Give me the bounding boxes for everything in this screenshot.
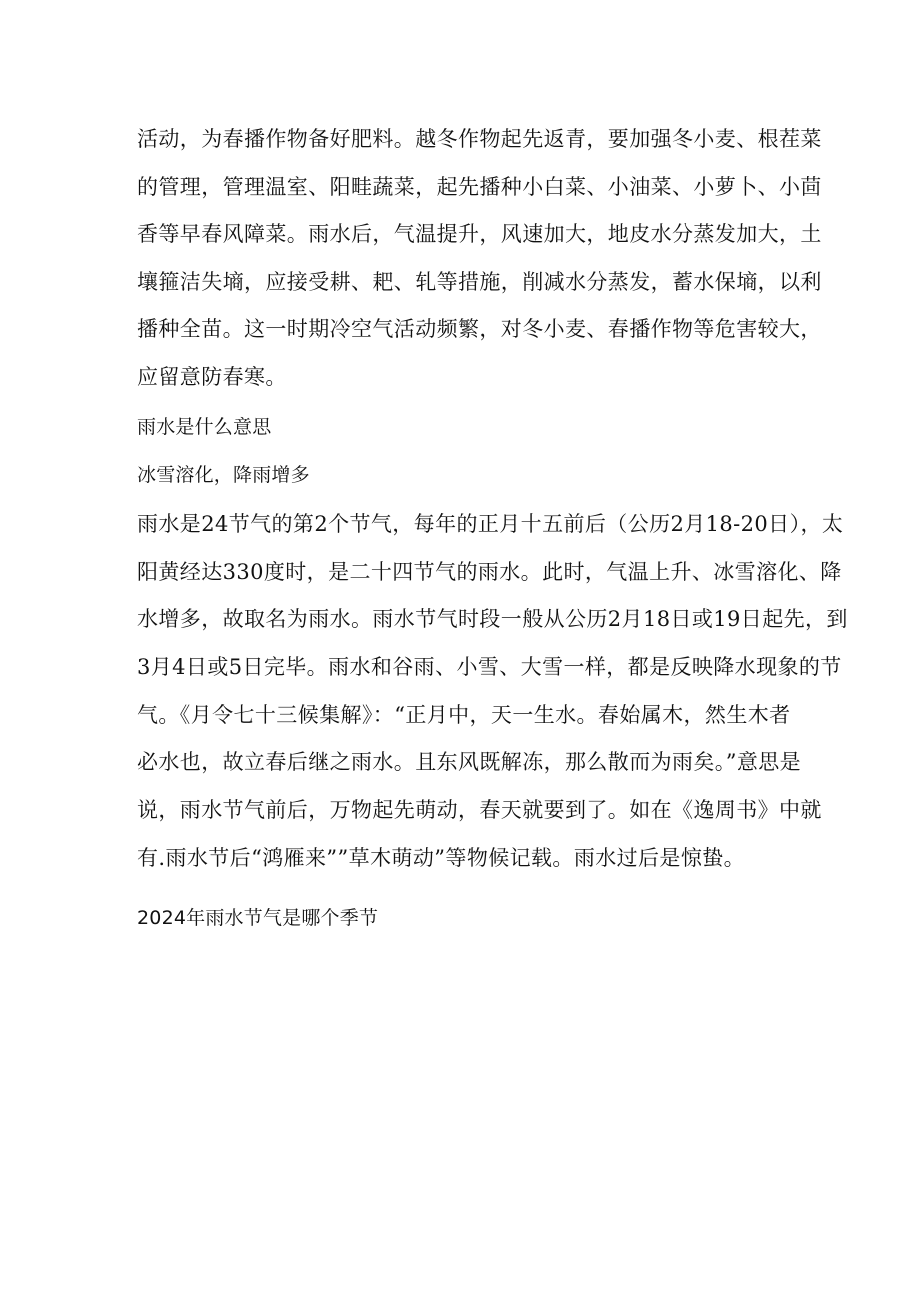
paragraph-2-line-2: 阳黄经达330度时，是二十四节气的雨水。此时，气温上升、冰雪溶化、降 (137, 560, 842, 584)
paragraph-2-line-7: 说，雨水节气前后，万物起先萌动，春天就要到了。如在《逸周书》中就 (137, 798, 822, 822)
paragraph-2-line-8: 有.雨水节后“鸿雁来””草木萌动”等物候记载。雨水过后是惊蛰。 (137, 846, 746, 870)
paragraph-1-line-2: 的管理，管理温室、阳畦蔬菜，起先播种小白菜、小油菜、小萝卜、小茴 (137, 175, 822, 199)
section-subheading: 冰雪溶化，降雨增多 (137, 464, 310, 486)
paragraph-1-line-6: 应留意防春寒。 (137, 365, 287, 389)
section-heading-meaning: 雨水是什么意思 (137, 416, 272, 438)
paragraph-2-line-1: 雨水是24节气的第2个节气，每年的正月十五前后（公历2月18-20日），太 (137, 512, 844, 536)
paragraph-2-line-3: 水增多，故取名为雨水。雨水节气时段一般从公历2月18日或19日起先，到 (137, 607, 848, 631)
section-heading-season: 2024年雨水节气是哪个季节 (137, 907, 379, 929)
paragraph-1-line-5: 播种全苗。这一时期冷空气活动频繁，对冬小麦、春播作物等危害较大， (137, 317, 822, 341)
paragraph-2-line-5: 气。《月令七十三候集解》：“正月中，天一生水。春始属木，然生木者 (137, 703, 791, 727)
paragraph-1-line-4: 壤箍洁失墒，应接受耕、耙、轧等措施，削减水分蒸发，蓄水保墒，以利 (137, 270, 822, 294)
paragraph-2-line-4: 3月4日或5日完毕。雨水和谷雨、小雪、大雪一样，都是反映降水现象的节 (137, 655, 842, 679)
paragraph-1-line-1: 活动，为春播作物备好肥料。越冬作物起先返青，要加强冬小麦、根茬菜 (137, 127, 822, 151)
paragraph-2-line-6: 必水也，故立春后继之雨水。且东风既解冻，那么散而为雨矣。”意思是 (137, 750, 802, 774)
paragraph-1-line-3: 香等早春风障菜。雨水后，气温提升，风速加大，地皮水分蒸发加大，土 (137, 222, 822, 246)
